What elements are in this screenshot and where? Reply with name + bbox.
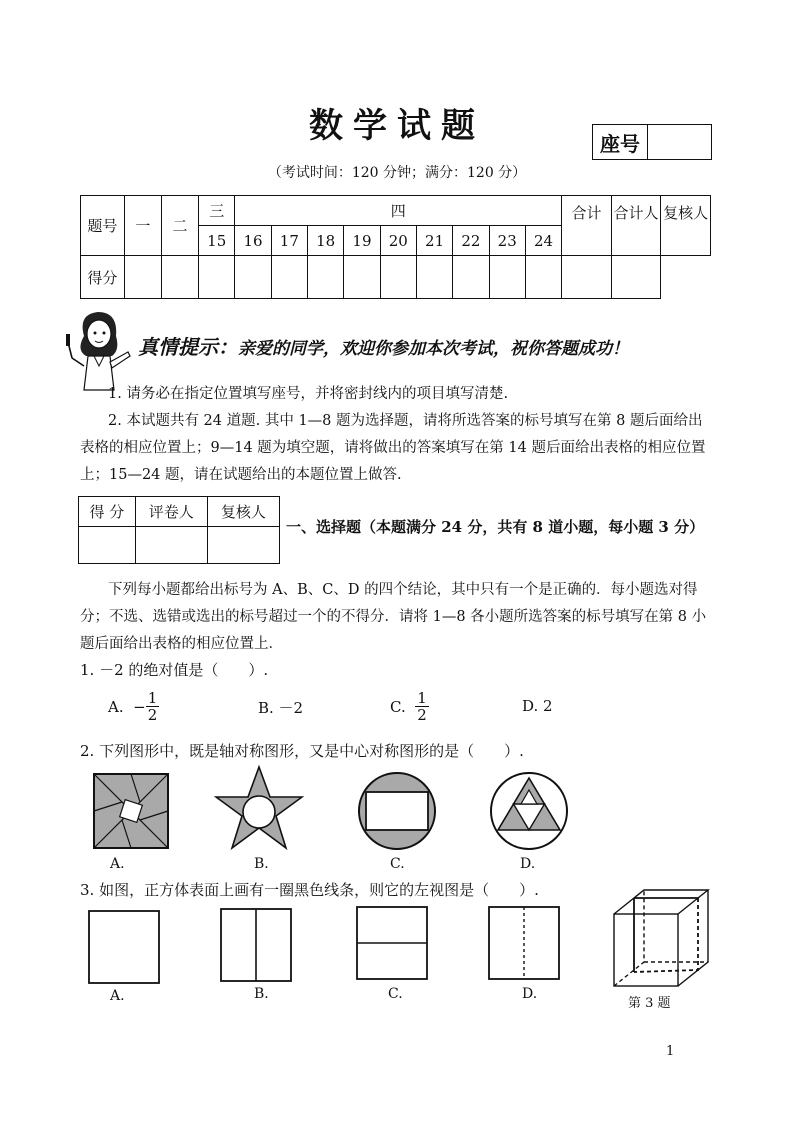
grade-box bbox=[78, 496, 280, 564]
score-cell[interactable] bbox=[380, 256, 416, 299]
student-girl-illustration bbox=[64, 306, 132, 392]
total-cell[interactable] bbox=[525, 256, 561, 299]
question-number: 16 bbox=[235, 226, 271, 256]
q3-label-c: C. bbox=[388, 986, 403, 1002]
q2-label-d: D. bbox=[520, 856, 536, 872]
q2-figure-a-pinwheel-square[interactable] bbox=[92, 772, 170, 850]
seat-label: 座号 bbox=[593, 125, 648, 159]
score-cell[interactable] bbox=[271, 256, 307, 299]
q3-figure-d-dashed-line[interactable] bbox=[488, 906, 560, 980]
col-three-group: 三 bbox=[199, 196, 235, 226]
notice-item-2: 2. 本试题共有 24 道题. 其中 1—8 题为选择题，请将所选答案的标号填写在第 8 题后面给出表格的相应位置上；9—14 题为填空题，请将做出的答案填写在第 14 题后面给出表格的相应位置上；15—24 题，请在试题给出的本题位置上做答. bbox=[80, 413, 706, 483]
question-number: 24 bbox=[525, 226, 561, 256]
reviewer-cell[interactable] bbox=[611, 256, 661, 299]
q3-cube-figure bbox=[608, 884, 714, 992]
col-two: 二 bbox=[161, 196, 198, 256]
grade-reviewer-label: 复核人 bbox=[207, 497, 279, 527]
question-number: 19 bbox=[344, 226, 380, 256]
score-cell[interactable] bbox=[235, 256, 271, 299]
grade-reviewer-cell[interactable] bbox=[207, 527, 279, 564]
grade-grader-cell[interactable] bbox=[135, 527, 207, 564]
q3-figure-b-vertical-line[interactable] bbox=[220, 908, 292, 982]
section-1-instructions: 下列每小题都给出标号为 A、B、C、D 的四个结论，其中只有一个是正确的．每小题选对得分；不选、选错或选出的标号超过一个的不得分．请将 1—8 各小题所选答案的标号填写在第 8 小题后面给出表格的相应位置上． bbox=[80, 582, 707, 652]
col-one: 一 bbox=[124, 196, 161, 256]
score-cell[interactable] bbox=[124, 256, 161, 299]
notice-heading: 真情提示： bbox=[138, 335, 238, 359]
question-number: 17 bbox=[271, 226, 307, 256]
score-cell[interactable] bbox=[199, 256, 235, 299]
q1-option-c[interactable]: C. $\frac{1}{2}$ bbox=[390, 689, 427, 724]
exam-info: （考试时间：120 分钟；满分：120 分） bbox=[267, 165, 527, 181]
score-cell[interactable] bbox=[161, 256, 198, 299]
seat-number-box bbox=[592, 124, 712, 160]
q2-label-c: C. bbox=[390, 856, 405, 872]
score-row-label: 得分 bbox=[81, 256, 125, 299]
totaler-cell[interactable] bbox=[562, 256, 612, 299]
q3-figure-c-horizontal-line[interactable] bbox=[356, 906, 428, 980]
q3-label-a: A. bbox=[110, 988, 125, 1004]
question-number: 21 bbox=[416, 226, 452, 256]
col-four-group: 四 bbox=[235, 196, 562, 226]
score-table bbox=[80, 195, 711, 299]
score-cell[interactable] bbox=[453, 256, 489, 299]
q2-label-a: A. bbox=[110, 856, 125, 872]
score-cell[interactable] bbox=[416, 256, 452, 299]
question-number: 15 bbox=[199, 226, 235, 256]
total-header: 合计 bbox=[562, 196, 612, 256]
question-number: 18 bbox=[307, 226, 343, 256]
q3-figure-caption: 第 3 题 bbox=[628, 996, 671, 1011]
q2-figure-c-circle-rectangle[interactable] bbox=[356, 770, 438, 852]
fraction: $\frac{1}{2}$ bbox=[417, 689, 427, 724]
page-number: 1 bbox=[666, 1044, 675, 1059]
totaler-header: 合计人 bbox=[611, 196, 661, 256]
question-number: 22 bbox=[453, 226, 489, 256]
q3-label-b: B. bbox=[254, 986, 269, 1002]
question-number-header: 题号 bbox=[81, 196, 125, 256]
seat-number-field[interactable] bbox=[648, 125, 711, 159]
score-cell[interactable] bbox=[307, 256, 343, 299]
section-1-title: 一、选择题（本题满分 24 分，共有 8 道小题，每小题 3 分） bbox=[286, 518, 705, 536]
question-number: 20 bbox=[380, 226, 416, 256]
q1-option-b[interactable]: B. －2 bbox=[258, 699, 304, 717]
question-number: 23 bbox=[489, 226, 525, 256]
q2-stem: 2. 下列图形中，既是轴对称图形，又是中心对称图形的是（ ）. bbox=[80, 742, 524, 760]
reviewer-header: 复核人 bbox=[661, 196, 711, 256]
grade-grader-label: 评卷人 bbox=[135, 497, 207, 527]
q1-option-a[interactable]: A. − $\frac{1}{2}$ bbox=[108, 689, 158, 724]
notice-message: 亲爱的同学，欢迎你参加本次考试，祝你答题成功！ bbox=[238, 339, 629, 359]
notice-item-1: 1. 请务必在指定位置填写座号，并将密封线内的项目填写清楚. bbox=[108, 386, 509, 402]
score-cell[interactable] bbox=[489, 256, 525, 299]
notice-items bbox=[80, 381, 714, 489]
notice-heading-line bbox=[138, 331, 629, 360]
q2-figure-b-star-circle[interactable] bbox=[214, 764, 304, 852]
q1-stem: 1. －2 的绝对值是（ ）. bbox=[80, 661, 269, 679]
grade-score-cell[interactable] bbox=[79, 527, 136, 564]
grade-score-label: 得 分 bbox=[79, 497, 136, 527]
q3-stem: 3. 如图，正方体表面上画有一圈黑色线条，则它的左视图是（ ）. bbox=[80, 881, 539, 899]
fraction: $\frac{1}{2}$ bbox=[147, 689, 158, 724]
q3-label-d: D. bbox=[522, 986, 538, 1002]
q2-label-b: B. bbox=[254, 856, 269, 872]
q3-figure-a-square[interactable] bbox=[88, 910, 160, 984]
score-cell[interactable] bbox=[344, 256, 380, 299]
page-title: 数学试题 bbox=[309, 106, 485, 146]
q1-option-d[interactable]: D. 2 bbox=[522, 697, 553, 715]
q2-figure-d-circle-triangles[interactable] bbox=[488, 770, 570, 852]
